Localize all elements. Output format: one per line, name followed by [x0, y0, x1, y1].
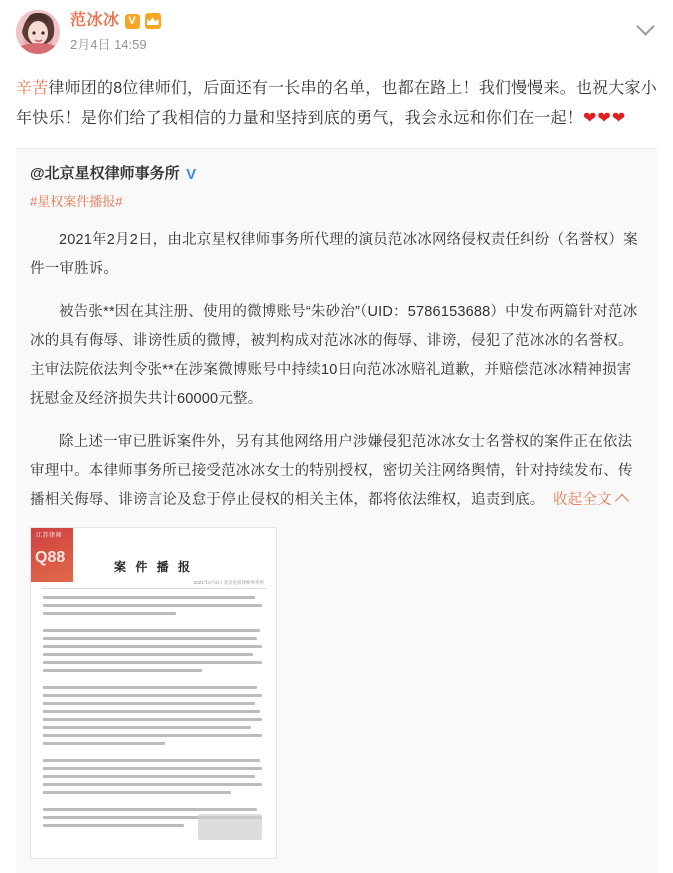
verified-v-icon: V: [125, 14, 140, 29]
document-subline: 2021年2月2日 北京星权律师事务所: [193, 580, 264, 585]
user-name[interactable]: 范冰冰: [70, 12, 120, 29]
collapse-text-label: 收起全文: [552, 492, 612, 508]
avatar-image: [16, 10, 60, 54]
post-text-highlight: 辛苦: [16, 80, 49, 97]
quoted-paragraph: 2021年2月2日，由北京星权律师事务所代理的演员范冰冰网络侵权责任纠纷（名誉权）案件一审胜诉。: [30, 232, 638, 277]
quoted-paragraph-text: 除上述一审已胜诉案件外，另有其他网络用户涉嫌侵犯范冰冰女士名誉权的案件正在依法审理中。本律师事务所已接受范冰冰女士的特别授权，密切关注网络舆情，针对持续发布、传播相关侮辱、诽谤言论及怠于停止侵权的相关主体，都将依法维权，追责到底。: [30, 434, 633, 508]
quoted-author-name[interactable]: @北京星权律师事务所: [30, 165, 180, 182]
document-body-lines: [43, 596, 264, 850]
quoted-post: [16, 148, 657, 873]
quoted-author[interactable]: [30, 163, 643, 185]
name-row: [70, 11, 657, 31]
topic-link[interactable]: #星权案件播报#: [30, 194, 123, 209]
heart-emojis: ❤❤❤: [583, 110, 627, 127]
attachment-area: [30, 527, 643, 873]
document-seal: [198, 814, 262, 840]
crown-icon: [145, 13, 161, 29]
quoted-paragraph: [30, 428, 643, 515]
chevron-down-icon[interactable]: [635, 14, 657, 36]
post-text: [16, 74, 657, 134]
chevron-up-icon: [615, 494, 629, 508]
corner-banner-text: 江苏律师: [36, 533, 63, 539]
quoted-paragraph: 被告张**因在其注册、使用的微博账号“朱砂治”（UID：5786153688）中发布两篇针对范冰冰的具有侮辱、诽谤性质的微博，被判构成对范冰冰的侮辱、诽谤，侵犯了范冰冰的名誉权。主审法院依法判令张**在涉案微博账号中持续10日向范冰冰赔礼道歉，并赔偿范冰冰精神损害抚慰金及经济损失共计60000元整。: [30, 304, 638, 407]
collapse-text-button[interactable]: [553, 492, 627, 508]
post-timestamp: 2月4日 14:59: [70, 37, 147, 52]
post-header: [16, 10, 657, 62]
document-divider: [41, 588, 266, 589]
case-announcement-image[interactable]: [30, 527, 277, 859]
header-meta: [70, 10, 657, 53]
post-text-body: 律师团的8位律师们，后面还有一长串的名单，也都在路上！我们慢慢来。也祝大家小年快乐！是你们给了我相信的力量和坚持到底的勇气，我会永远和你们在一起！: [16, 80, 657, 127]
document-title: 案 件 播 报: [113, 560, 193, 574]
blue-verified-icon: V: [186, 165, 197, 183]
corner-banner-mark: Q88: [35, 549, 66, 566]
avatar[interactable]: [16, 10, 60, 54]
